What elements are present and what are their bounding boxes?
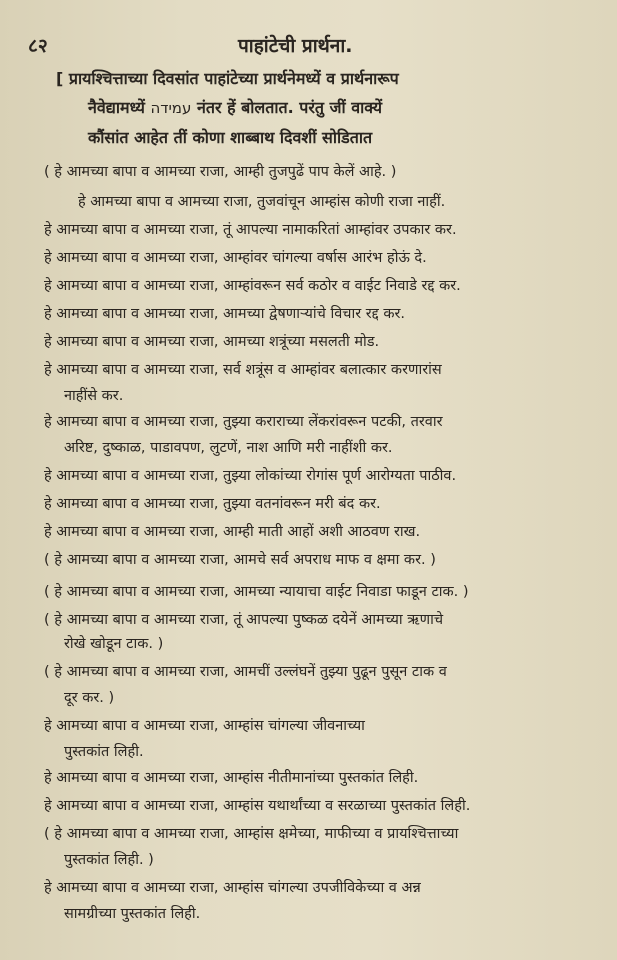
prayer-line: दूर कर. )	[64, 690, 115, 706]
prayer-line: पुस्तकांत लिही.	[64, 744, 144, 760]
prayer-line: हे आमच्या बापा व आमच्या राजा, तुझ्या कराराच्या लेंकरांवरून पटकी, तरवार	[44, 414, 443, 430]
prayer-line: ( हे आमच्या बापा व आमच्या राजा, आम्हांस क्षमेच्या, माफीच्या व प्रायश्चित्ताच्या	[44, 826, 459, 842]
hebrew-word: עמידה	[150, 99, 192, 117]
prayer-line: पुस्तकांत लिही. )	[64, 852, 154, 868]
prayer-line: ( हे आमच्या बापा व आमच्या राजा, आमचीं उल्लंघनें तुझ्या पुढून पुसून टाक व	[44, 664, 447, 680]
prayer-line: हे आमच्या बापा व आमच्या राजा, तुझ्या वतनांवरून मरी बंद कर.	[44, 496, 381, 512]
prayer-line: सामग्रीच्या पुस्तकांत लिही.	[64, 906, 201, 922]
prayer-line: ( हे आमच्या बापा व आमच्या राजा, तूं आपल्या पुष्कळ दयेनें आमच्या ऋणाचे	[44, 612, 444, 628]
intro-line	[56, 93, 591, 123]
prayer-line: अरिष्ट, दुष्काळ, पाडावपण, लुटणें, नाश आणि मरी नाहींशी कर.	[64, 440, 393, 456]
prayer-line: रोखे खोडून टाक. )	[64, 636, 164, 652]
prayer-line: हे आमच्या बापा व आमच्या राजा, आम्हांवर चांगल्या वर्षास आरंभ होऊं दे.	[44, 250, 427, 266]
intro-text: नैवेद्यामध्यें	[88, 98, 145, 117]
prayer-line: नाहींसे कर.	[64, 388, 124, 404]
prayer-line: हे आमच्या बापा व आमच्या राजा, आम्हांस चांगल्या जीवनाच्या	[44, 718, 365, 734]
intro-line: [ प्रायश्चित्ताच्या दिवसांत पाहांटेच्या प्रार्थनेमध्यें व प्रार्थनारूप	[56, 69, 399, 88]
page-number: ८२	[28, 35, 48, 57]
prayer-line: हे आमच्या बापा व आमच्या राजा, तूं आपल्या नामाकरितां आम्हांवर उपकार कर.	[44, 222, 457, 238]
prayer-line: हे आमच्या बापा व आमच्या राजा, तुजवांचून आम्हांस कोणी राजा नाहीं.	[78, 194, 446, 210]
page-header	[28, 32, 587, 60]
prayer-line: हे आमच्या बापा व आमच्या राजा, आम्ही माती आहों अशी आठवण राख.	[44, 524, 421, 540]
prayer-line: हे आमच्या बापा व आमच्या राजा, आम्हांस नीतीमानांच्या पुस्तकांत लिही.	[44, 770, 419, 786]
intro-text: नंतर हें बोलतात. परंतु जीं वाक्यें	[196, 98, 383, 117]
running-title: पाहांटेची प्रार्थना.	[238, 35, 353, 57]
intro-note	[56, 64, 591, 152]
prayer-line: हे आमच्या बापा व आमच्या राजा, सर्व शत्रूंस व आम्हांवर बलात्कार करणारांस	[44, 362, 442, 378]
prayer-line: हे आमच्या बापा व आमच्या राजा, आम्हांस चांगल्या उपजीविकेच्या व अन्न	[44, 880, 421, 896]
prayer-line: ( हे आमच्या बापा व आमच्या राजा, आमच्या न्यायाचा वाईट निवाडा फाडून टाक. )	[44, 584, 469, 600]
prayer-line: हे आमच्या बापा व आमच्या राजा, आमच्या शत्रूंच्या मसलती मोड.	[44, 334, 380, 350]
prayer-line: हे आमच्या बापा व आमच्या राजा, आमच्या द्वेषणाऱ्यांचे विचार रद्द कर.	[44, 306, 406, 322]
prayer-line: हे आमच्या बापा व आमच्या राजा, तुझ्या लोकांच्या रोगांस पूर्ण आरोग्यता पाठीव.	[44, 468, 457, 484]
prayer-line: हे आमच्या बापा व आमच्या राजा, आम्हांस यथार्थांच्या व सरळाच्या पुस्तकांत लिही.	[44, 798, 471, 814]
prayer-line: ( हे आमच्या बापा व आमच्या राजा, आम्ही तुजपुढें पाप केलें आहे. )	[44, 164, 397, 180]
intro-line: कौंसांत आहेत तीं कोणा शाब्बाथ दिवशीं सोडितात	[88, 128, 373, 147]
prayer-line: ( हे आमच्या बापा व आमच्या राजा, आमचे सर्व अपराध माफ व क्षमा कर. )	[44, 552, 436, 568]
prayer-line: हे आमच्या बापा व आमच्या राजा, आम्हांवरून सर्व कठोर व वाईट निवाडे रद्द कर.	[44, 278, 461, 294]
